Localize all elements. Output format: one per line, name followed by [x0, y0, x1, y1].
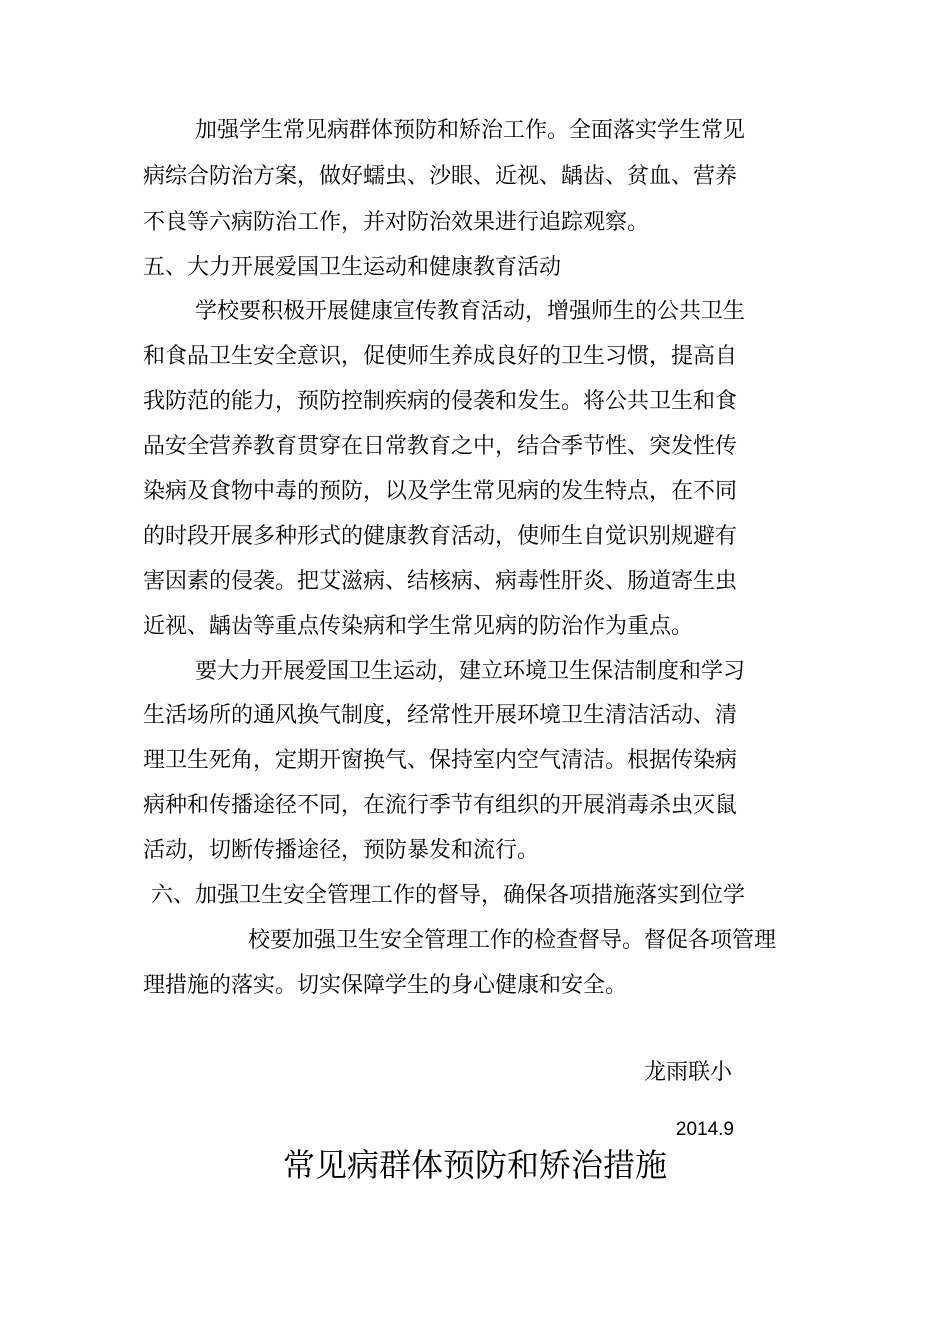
- paragraph-line: 生活场所的通风换气制度，经常性开展环境卫生清洁活动、清: [143, 703, 738, 728]
- paragraph-line: 理措施的落实。切实保障学生的身心健康和安全。: [143, 973, 628, 998]
- paragraph-line: 和食品卫生安全意识，促使师生养成良好的卫生习惯，提高自: [143, 344, 738, 369]
- paragraph-line: 的时段开展多种形式的健康教育活动，使师生自觉识别规避有: [143, 524, 738, 549]
- paragraph-line: 染病及食物中毒的预防，以及学生常见病的发生特点，在不同: [143, 479, 738, 504]
- paragraph-line: 我防范的能力，预防控制疾病的侵袭和发生。将公共卫生和食: [143, 389, 738, 414]
- paragraph-line: 要大力开展爱国卫生运动，建立环境卫生保洁制度和学习: [195, 659, 746, 684]
- signature-date: 2014.9: [675, 1119, 734, 1140]
- paragraph-line: 学校要积极开展健康宣传教育活动，增强师生的公共卫生: [195, 299, 746, 324]
- paragraph-line: 加强学生常见病群体预防和矫治工作。全面落实学生常见: [195, 118, 746, 143]
- section-heading-5: 五、大力开展爱国卫生运动和健康教育活动: [143, 255, 562, 280]
- paragraph-line: 理卫生死角，定期开窗换气、保持室内空气清洁。根据传染病: [143, 748, 738, 773]
- section-heading-6: 六、加强卫生安全管理工作的督导，确保各项措施落实到位学: [151, 883, 746, 908]
- paragraph-line: 近视、龋齿等重点传染病和学生常见病的防治作为重点。: [143, 614, 694, 639]
- signature-school: 龙雨联小: [643, 1060, 732, 1085]
- paragraph-line: 害因素的侵袭。把艾滋病、结核病、病毒性肝炎、肠道寄生虫: [143, 569, 738, 594]
- paragraph-line: 校要加强卫生安全管理工作的检查督导。督促各项管理: [248, 928, 777, 953]
- paragraph-line: 活动，切断传播途径，预防暴发和流行。: [143, 838, 540, 863]
- paragraph-line: 病综合防治方案，做好蠕虫、沙眼、近视、龋齿、贫血、营养: [143, 164, 738, 189]
- document-title: 常见病群体预防和矫治措施: [282, 1146, 667, 1184]
- paragraph-line: 不良等六病防治工作，并对防治效果进行追踪观察。: [143, 210, 650, 235]
- paragraph-line: 病种和传播途径不同，在流行季节有组织的开展消毒杀虫灭鼠: [143, 793, 738, 818]
- paragraph-line: 品安全营养教育贯穿在日常教育之中，结合季节性、突发性传: [143, 434, 738, 459]
